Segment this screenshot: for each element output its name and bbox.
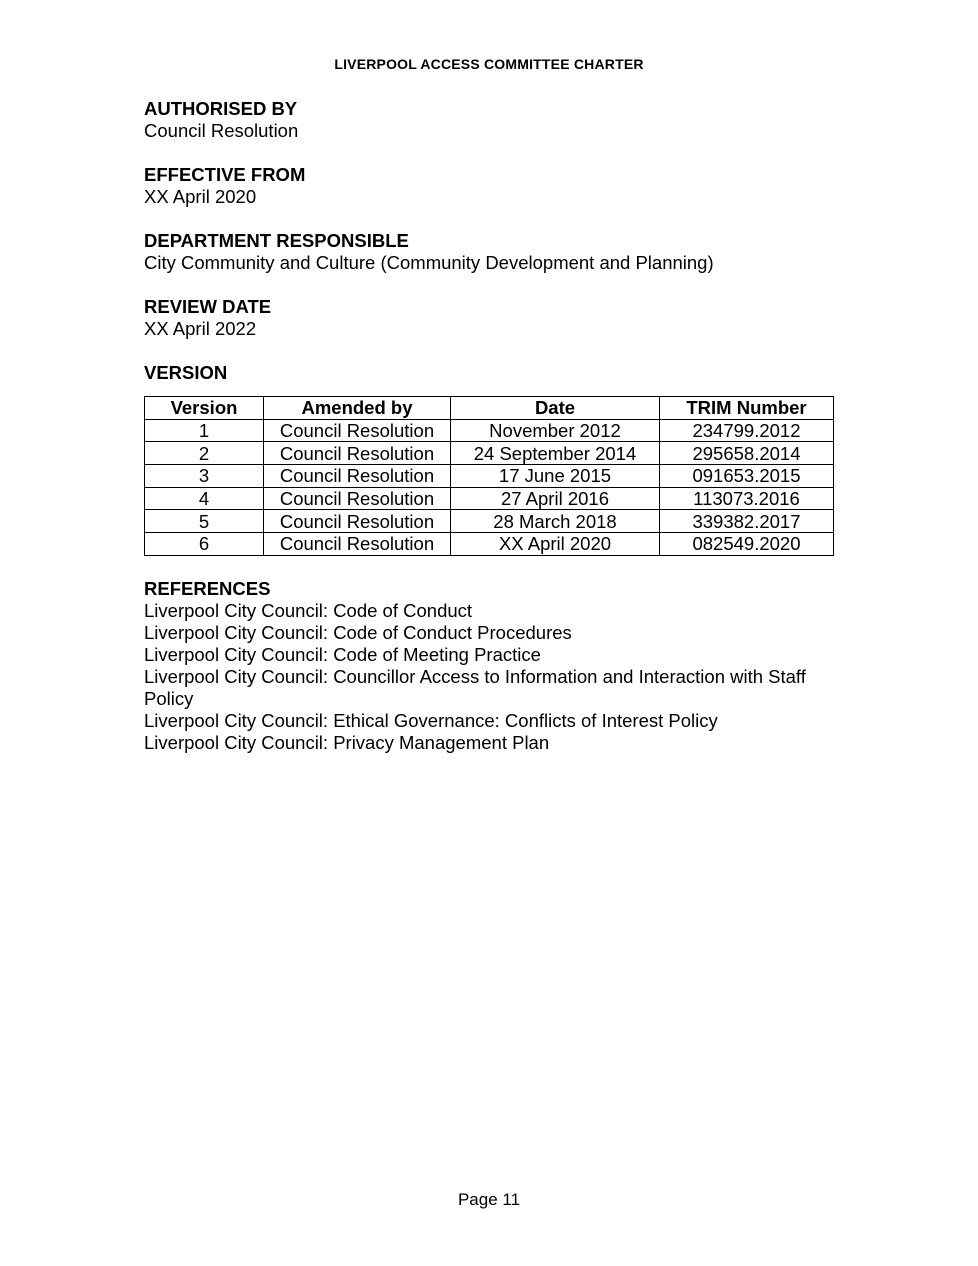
table-row	[145, 465, 834, 488]
references-section	[144, 578, 844, 754]
version-section	[144, 362, 844, 556]
list-item: Liverpool City Council: Code of Conduct Procedures	[144, 621, 572, 643]
cell-version: 4	[145, 487, 264, 510]
cell-trim-number: 113073.2016	[660, 487, 834, 510]
version-table-header-row	[145, 397, 834, 420]
department-label: DEPARTMENT RESPONSIBLE	[144, 230, 409, 251]
cell-version: 5	[145, 510, 264, 533]
department-section	[144, 230, 844, 274]
column-header-version: Version	[145, 397, 264, 420]
column-header-date: Date	[451, 397, 660, 420]
cell-amended-by: Council Resolution	[264, 465, 451, 488]
cell-date: 27 April 2016	[451, 487, 660, 510]
table-row	[145, 442, 834, 465]
cell-trim-number: 339382.2017	[660, 510, 834, 533]
cell-version: 3	[145, 465, 264, 488]
authorised-by-label: AUTHORISED BY	[144, 98, 298, 119]
cell-date: November 2012	[451, 419, 660, 442]
effective-from-section	[144, 164, 844, 208]
cell-trim-number: 082549.2020	[660, 533, 834, 556]
review-date-value: XX April 2022	[144, 318, 257, 339]
authorised-by-section	[144, 98, 844, 142]
list-item: Liverpool City Council: Councillor Access to Information and Interaction with Staff Policy	[144, 665, 806, 709]
cell-version: 1	[145, 419, 264, 442]
review-date-section	[144, 296, 844, 340]
references-label: REFERENCES	[144, 577, 271, 599]
cell-amended-by: Council Resolution	[264, 419, 451, 442]
table-row	[145, 487, 834, 510]
cell-date: XX April 2020	[451, 533, 660, 556]
review-date-label: REVIEW DATE	[144, 296, 272, 317]
cell-version: 2	[145, 442, 264, 465]
version-table	[144, 396, 834, 556]
document-header: LIVERPOOL ACCESS COMMITTEE CHARTER	[334, 56, 644, 72]
table-row	[145, 533, 834, 556]
list-item: Liverpool City Council: Privacy Management Plan	[144, 731, 550, 753]
cell-trim-number: 234799.2012	[660, 419, 834, 442]
effective-from-value: XX April 2020	[144, 186, 257, 207]
cell-amended-by: Council Resolution	[264, 442, 451, 465]
cell-trim-number: 091653.2015	[660, 465, 834, 488]
cell-date: 17 June 2015	[451, 465, 660, 488]
list-item: Liverpool City Council: Ethical Governance: Conflicts of Interest Policy	[144, 709, 718, 731]
column-header-amended-by: Amended by	[264, 397, 451, 420]
cell-date: 24 September 2014	[451, 442, 660, 465]
document-body	[144, 98, 844, 754]
column-header-trim-number: TRIM Number	[660, 397, 834, 420]
version-label: VERSION	[144, 362, 228, 383]
cell-trim-number: 295658.2014	[660, 442, 834, 465]
cell-amended-by: Council Resolution	[264, 533, 451, 556]
cell-version: 6	[145, 533, 264, 556]
cell-date: 28 March 2018	[451, 510, 660, 533]
authorised-by-value: Council Resolution	[144, 120, 299, 141]
department-value: City Community and Culture (Community Development and Planning)	[144, 252, 714, 273]
table-row	[145, 510, 834, 533]
list-item: Liverpool City Council: Code of Conduct	[144, 599, 473, 621]
page-number: Page 11	[457, 1190, 521, 1209]
cell-amended-by: Council Resolution	[264, 487, 451, 510]
table-row	[145, 419, 834, 442]
cell-amended-by: Council Resolution	[264, 510, 451, 533]
list-item: Liverpool City Council: Code of Meeting Practice	[144, 643, 541, 665]
effective-from-label: EFFECTIVE FROM	[144, 164, 306, 185]
